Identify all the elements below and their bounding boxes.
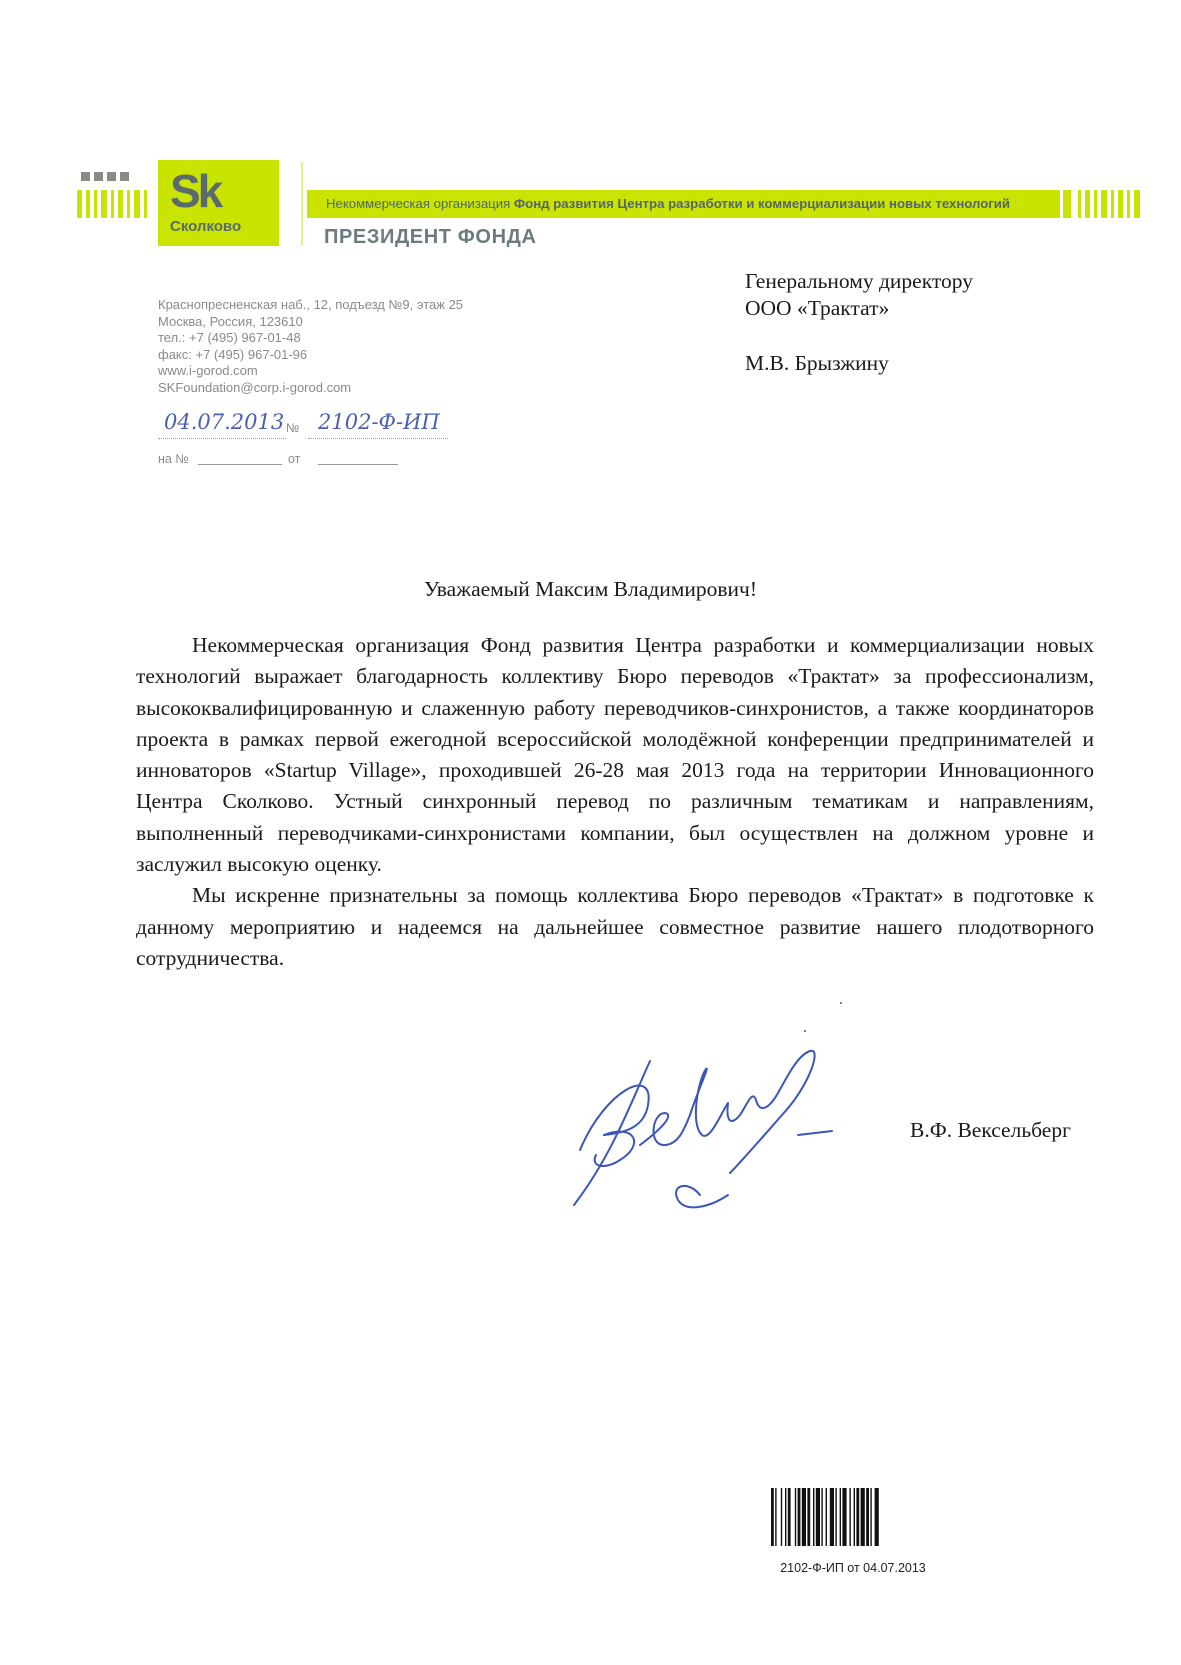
barcode-bar	[842, 1488, 846, 1546]
barcode-bar	[856, 1488, 859, 1546]
barcode-bar	[854, 1488, 855, 1546]
barcode-bar	[816, 1488, 820, 1546]
recipient-block	[745, 268, 973, 377]
sender-email: SKFoundation@corp.i-gorod.com	[158, 379, 352, 395]
letterhead-stripe-left	[77, 190, 152, 218]
foundation-banner	[307, 190, 1060, 218]
in-reply-blank	[198, 464, 282, 465]
incoming-reference	[158, 452, 408, 472]
letterhead-grey-squares	[81, 172, 129, 182]
banner-foundation-name: Фонд развития Центра разработки и коммерциализации новых технологий	[513, 196, 1010, 211]
salutation: Уважаемый Максим Владимирович!	[424, 577, 757, 601]
sender-address-line1: Краснопресненская наб., 12, подъезд №9, этаж 25	[158, 297, 464, 312]
letterhead-separator	[301, 162, 303, 246]
sender-fax: факс: +7 (495) 967-01-96	[158, 346, 308, 362]
barcode-bar	[840, 1488, 841, 1546]
barcode-bar	[835, 1488, 836, 1546]
barcode-bar	[830, 1488, 834, 1546]
handwritten-signature	[560, 1045, 890, 1220]
outgoing-number: 2102-Ф-ИП	[318, 410, 440, 434]
barcode-caption: 2102-Ф-ИП от 04.07.2013	[780, 1561, 926, 1575]
barcode-bar	[821, 1488, 822, 1546]
logo-mark: Sk	[170, 165, 221, 217]
sender-info	[158, 297, 463, 397]
recipient-position: Генеральному директору	[745, 269, 973, 293]
scan-speck	[840, 1002, 842, 1004]
barcode-bar	[798, 1488, 801, 1546]
document-barcode	[771, 1488, 935, 1546]
letterhead-title: ПРЕЗИДЕНТ ФОНДА	[324, 226, 537, 248]
logo-name: Сколково	[170, 218, 242, 235]
body-paragraph-2: Мы искренне признательны за помощь коллектива Бюро переводов «Трактат» в подготовке к данному мероприятию и надеемся на дальнейшее совместное развитие нашего плодотворного сотрудничества.	[136, 883, 1094, 970]
barcode-bar	[861, 1488, 865, 1546]
outgoing-reference	[158, 412, 458, 442]
barcode-bar	[771, 1488, 774, 1546]
from-blank	[318, 464, 398, 465]
sender-phone: тел.: +7 (495) 967-01-48	[158, 330, 301, 346]
barcode-bar	[781, 1488, 782, 1546]
sender-address-line2: Москва, Россия, 123610	[158, 313, 303, 329]
barcode-bar	[826, 1488, 827, 1546]
barcode-bar	[866, 1488, 869, 1546]
barcode-bar	[785, 1488, 786, 1546]
scan-speck	[804, 1030, 806, 1032]
barcode-bar	[775, 1488, 776, 1546]
barcode-bar	[802, 1488, 806, 1546]
sender-website: www.i-gorod.com	[158, 363, 258, 379]
body-paragraph-1: Некоммерческая организация Фонд развития Центра разработки и коммерциализации новых технологий выражает благодарность коллективу Бюро переводов «Трактат» за профессионализм, высококвалифицированную и слаженную работу переводчиков-синхронистов, а также координаторов проекта в рамках первой ежегодной всероссийской молодёжной конференции предпринимателей и инноваторов «Startup Village», проходившей 26-28 мая 2013 года на территории Инновационного Центра Сколково. Устный синхронный перевод по различным тематикам и направлениям, выполненный переводчиками-синхронистами компании, был осуществлен на должном уровне и заслужил высокую оценку.	[136, 633, 1094, 877]
letter-body	[136, 630, 1094, 974]
recipient-name: М.В. Брызжину	[745, 351, 889, 375]
barcode-bar	[870, 1488, 871, 1546]
skolkovo-logo	[158, 160, 279, 246]
barcode-bar	[807, 1488, 810, 1546]
banner-prefix: Некоммерческая организация	[326, 196, 514, 211]
from-label: от	[288, 452, 301, 466]
barcode-bar	[849, 1488, 850, 1546]
barcode-bar	[813, 1488, 814, 1546]
signer-name: В.Ф. Вексельберг	[910, 1118, 1071, 1142]
barcode-bar	[795, 1488, 796, 1546]
outgoing-date: 04.07.2013	[164, 410, 285, 434]
letterhead-stripe-right	[1063, 190, 1145, 218]
in-reply-label: на №	[158, 452, 189, 466]
number-underline	[308, 438, 448, 439]
barcode-bar	[875, 1488, 879, 1546]
recipient-company: ООО «Трактат»	[745, 296, 890, 320]
date-underline	[158, 438, 286, 439]
number-label: №	[286, 421, 300, 435]
barcode-bar	[788, 1488, 791, 1546]
